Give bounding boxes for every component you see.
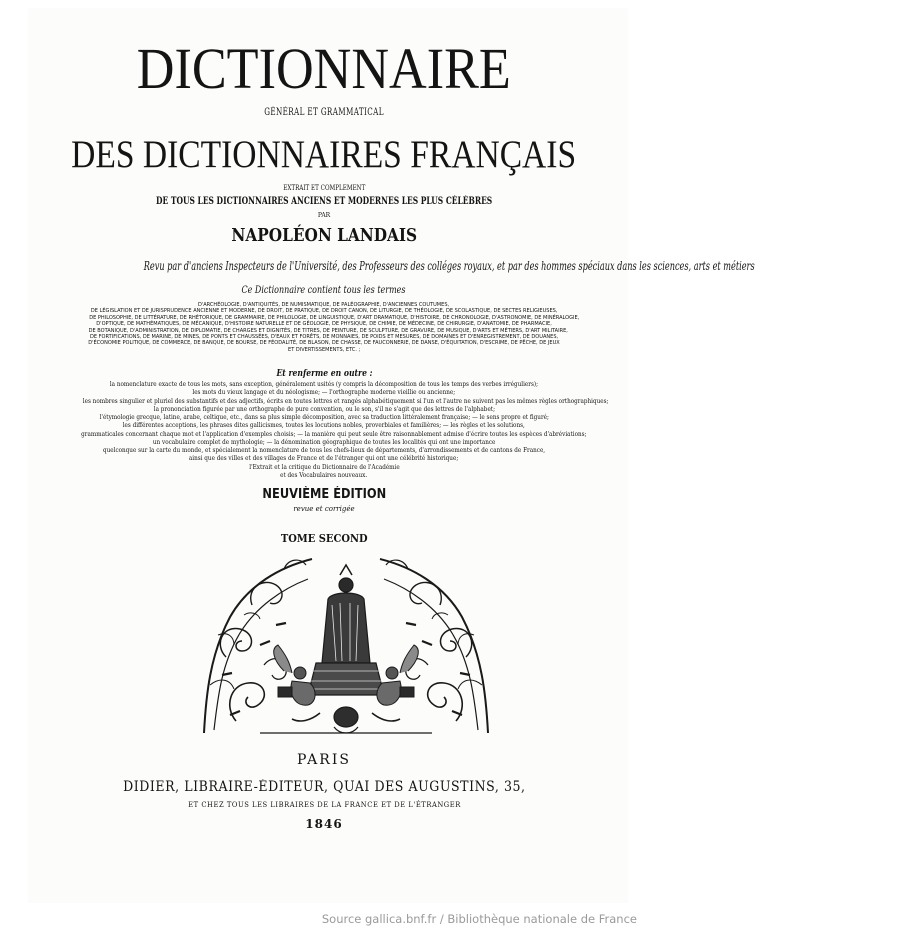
terms-line: D'OPTIQUE, DE MATHÉMATIQUES, DE MÉCANIQUE, D'HISTOIRE NATURELLE ET DE GÉOLOGIE, DE PHYSIQUE, DE CHIMIE, DE MÉDECINE, DE CHIRURGIE, D'ANATOMIE, DE PHARMACIE, (96, 321, 552, 328)
left-putto (274, 645, 315, 705)
right-scroll-ornament (380, 559, 488, 733)
contents-line: la nomenclature exacte de tous les mots, sans exception, généralement usités (y compris la décomposition de tous les temps des verbes irréguliers); (109, 380, 539, 388)
city-label: PARIS (297, 752, 351, 768)
contains-heading: Ce Dictionnaire contient tous les termes (241, 285, 407, 296)
contents-line: les nombres singulier et pluriel des substantifs et des adjectifs, écrits en toutes lettres et rangés alphabétiquement si l'un et l'autre ne suivent pas les mêmes règles orthographiques; (82, 396, 609, 405)
contents-line: un vocabulaire complet de mythologie; — la dénomination géographique de toutes les localités qui ont une importance (152, 437, 496, 446)
edition-label: NEUVIÈME ÉDITION (262, 487, 386, 502)
contents-list (40, 380, 608, 479)
contents-line: ainsi que des villes et des villages de France et de l'étranger qui ont une célébrité historique; (189, 454, 459, 463)
contents-line: les différentes acceptions, les phrases dites gallicismes, toutes les locutions nobles, proverbiales et familières; — les règles et les solutions, (122, 421, 526, 430)
secondary-title: DES DICTIONNAIRES FRANÇAIS (71, 133, 577, 176)
publication-year: 1846 (305, 817, 343, 831)
publisher-line: DIDIER, LIBRAIRE-ÉDITEUR, QUAI DES AUGUSTINS, 35, (122, 779, 526, 795)
revised-by-line: Revu par d'anciens Inspecteurs de l'Université, des Professeurs des colléges royaux, et par des hommes spéciaux dans les sciences, arts et métiers (143, 259, 755, 273)
also-contains-heading: Et renferme en outre : (276, 369, 372, 379)
contents-line: les mots du vieux langage et du néologisme; — l'orthographe moderne vieillie ou ancienne; (192, 388, 456, 397)
right-putto (377, 645, 418, 705)
terms-line: DE PHILOSOPHIE, DE LITTÉRATURE, DE RHÉTORIQUE, DE GRAMMAIRE, DE PHILOLOGIE, DE LINGUISTIQUE, D'ART DRAMATIQUE, D'HISTOIRE, DE CHRONOLOGIE, D'ASTRONOMIE, DE MINÉRALOGIE, (89, 314, 580, 321)
terms-line: D'ÉCONOMIE POLITIQUE, DE COMMERCE, DE BANQUE, DE BOURSE, DE FÉODALITÉ, DE BLASON, DE CHASSE, DE FAUCONNERIE, DE DANSE, D'ÉQUITATION, D'ESCRIME, DE PÊCHE, DE JEUX (88, 340, 560, 347)
by-label: PAR (317, 212, 331, 219)
subtitle-extract: EXTRAIT ET COMPLEMENT (282, 184, 366, 192)
contents-line: l'Extrait et la critique du Dictionnaire de l'Académie (248, 462, 400, 471)
left-scroll-ornament (204, 559, 312, 733)
revised-label: revue et corrigée (293, 505, 355, 513)
subtitle-general: GÉNÉRAL ET GRAMMATICAL (264, 107, 384, 118)
contents-line: grammaticales concernant chaque mot et l'application d'exemples choisis; — la manière qui peut seule être raisonnablement admise d'écrire toutes les espèces d'abréviations; (81, 429, 587, 438)
terms-line: D'ARCHÉOLOGIE, D'ANTIQUITÉS, DE NUMISMATIQUE, DE PALÉOGRAPHIE, D'ANCIENNES COUTUMES, (198, 302, 450, 308)
terms-list (62, 302, 586, 353)
terms-line: ET DIVERTISSEMENTS, ETC. ; (287, 346, 361, 353)
contents-line: quelconque sur la carte du monde, et spécialement la nomenclature de tous les chefs-lieux de départements, d'arrondissements et de cantons de France, (102, 446, 546, 454)
terms-line: DE LÉGISLATION ET DE JURISPRUDENCE ANCIENNE ET MODERNE, DE DROIT, DE PRATIQUE, DE DROIT CANON, DE LITURGIE, DE THÉOLOGIE, DE SCOLASTIQUE, DE SECTES RELIGIEUSES, (90, 308, 558, 315)
contents-line: l'étymologie grecque, latine, arabe, celtique, etc., dans sa plus simple décomposition, avec sa traduction littéralement française; — le sens propre et figuré; (99, 413, 549, 421)
terms-line: DE FORTIFICATIONS, DE MARINE, DE MINES, DE PONTS ET CHAUSSÉES, D'EAUX ET FORÊTS, DE MONNAIES, DE POIDS ET MESURES, DE DOMAINES ET D'ENREGISTREMENT, DE DOUANES, (89, 333, 559, 340)
contents-line: et des Vocabulaires nouveaux. (280, 470, 368, 479)
distribution-line: ET CHEZ TOUS LES LIBRAIRES DE LA FRANCE ET DE L'ÉTRANGER (187, 800, 461, 809)
bottom-mask-ornament (292, 707, 400, 733)
subtitle-all-dictionaries: DE TOUS LES DICTIONNAIRES ANCIENS ET MODERNES LES PLUS CÉLÈBRES (155, 196, 493, 207)
source-credit: Source gallica.bnf.fr / Bibliothèque nationale de France (321, 912, 637, 926)
terms-line: DE BOTANIQUE, D'ADMINISTRATION, DE DIPLOMATIE, DE CHARGES ET DIGNITÉS, DE TITRES, DE PEINTURE, DE SCULPTURE, DE GRAVURE, DE MUSIQUE, D'ARTS ET MÉTIERS, D'ART MILITAIRE, (88, 327, 568, 334)
author-name: NAPOLÉON LANDAIS (231, 225, 417, 246)
main-title: DICTIONNAIRE (136, 36, 512, 101)
engraved-vignette (200, 545, 492, 737)
volume-label: TOME SECOND (280, 532, 368, 545)
contents-line: la prononciation figurée par une orthographe de pure convention, ou le son, s'il ne s'agit que des lettres de l'alphabet; (153, 404, 495, 413)
central-seated-figure (308, 565, 384, 695)
